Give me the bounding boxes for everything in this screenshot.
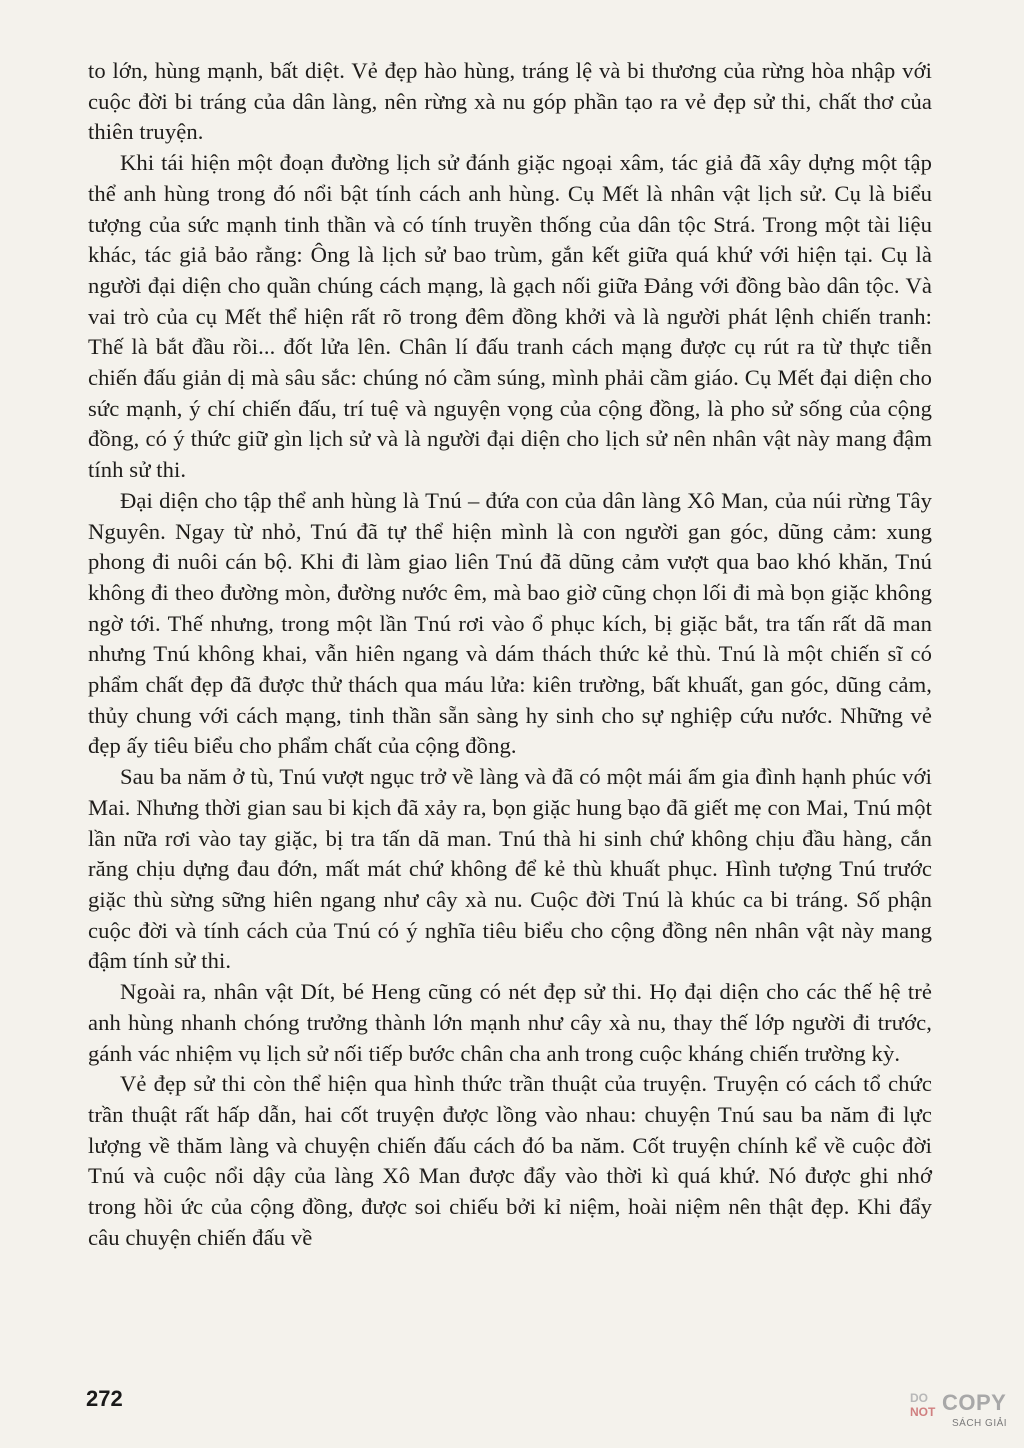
- watermark-copy: COPY: [942, 1390, 1007, 1415]
- paragraph: Đại diện cho tập thể anh hùng là Tnú – đứa con của dân làng Xô Man, của núi rừng Tây Nguyên. Ngay từ nhỏ, Tnú đã tự thể hiện mình là con người gan góc, dũng cảm: xung phong đi nuôi cán bộ. Khi đi làm giao liên Tnú đã dũng cảm vượt qua bao khó khăn, Tnú không đi theo đường mòn, đường nước êm, mà bao giờ cũng chọn lối đi mà bọn giặc không ngờ tới. Thế nhưng, trong một lần Tnú rơi vào ổ phục kích, bị giặc bắt, tra tấn rất dã man nhưng Tnú không khai, vẫn hiên ngang và dám thách thức kẻ thù. Tnú là một chiến sĩ có phẩm chất đẹp đã được thử thách qua máu lửa: kiên trường, bất khuất, gan góc, dũng cảm, thủy chung với cách mạng, tinh thần sẵn sàng hy sinh cho sự nghiệp cứu nước. Những vẻ đẹp ấy tiêu biểu cho phẩm chất của cộng đồng.: [88, 487, 932, 759]
- paragraph: Vẻ đẹp sử thi còn thể hiện qua hình thức trần thuật của truyện. Truyện có cách tổ chức trần thuật rất hấp dẫn, hai cốt truyện được lồng vào nhau: chuyện Tnú sau ba năm đi lực lượng về thăm làng và chuyện chiến đấu cách đó ba năm. Cốt truyện chính kể về cuộc đời Tnú và cuộc nổi dậy của làng Xô Man được đẩy vào thời kì quá khứ. Nó được ghi nhớ trong hồi ức của cộng đồng, được soi chiếu bởi kỉ niệm, hoài niệm nên thật đẹp. Khi đẩy câu chuyện chiến đấu về: [88, 1071, 932, 1250]
- paragraph: to lớn, hùng mạnh, bất diệt. Vẻ đẹp hào hùng, tráng lệ và bi thương của rừng hòa nhập với cuộc đời bi tráng của dân làng, nên rừng xà nu góp phần tạo ra vẻ đẹp sử thi, chất thơ của thiên truyện.: [88, 58, 932, 145]
- page-number: 272: [86, 1386, 123, 1411]
- paragraph: Khi tái hiện một đoạn đường lịch sử đánh giặc ngoại xâm, tác giả đã xây dựng một tập thể anh hùng trong đó nổi bật tính cách anh hùng. Cụ Mết là nhân vật lịch sử. Cụ là biểu tượng của sức mạnh tinh thần và có tính truyền thống của dân tộc Strá. Trong một tài liệu khác, tác giả bảo rằng: Ông là lịch sử bao trùm, gắn kết giữa quá khứ với hiện tại. Cụ là người đại diện cho quần chúng cách mạng, là gạch nối giữa Đảng với đồng bào dân tộc. Và vai trò của cụ Mết thể hiện rất rõ trong đêm đồng khởi và là người phát lệnh chiến tranh: Thế là bắt đầu rồi... đốt lửa lên. Chân lí đấu tranh cách mạng được cụ rút ra từ thực tiễn chiến đấu giản dị mà sâu sắc: chúng nó cầm súng, mình phải cầm giáo. Cụ Mết đại diện cho sức mạnh, ý chí chiến đấu, trí tuệ và nguyện vọng của cộng đồng, là pho sử sống của cộng đồng, có ý thức giữ gìn lịch sử và là người đại diện cho lịch sử nên nhân vật này mang đậm tính sử thi.: [88, 150, 932, 483]
- paragraph: Ngoài ra, nhân vật Dít, bé Heng cũng có nét đẹp sử thi. Họ đại diện cho các thế hệ trẻ anh hùng nhanh chóng trưởng thành lớn mạnh như cây xà nu, thay thế lớp người đi trước, gánh vác nhiệm vụ lịch sử nối tiếp bước chân cha anh trong cuộc kháng chiến trường kỳ.: [88, 979, 932, 1066]
- watermark-do: DO: [910, 1391, 928, 1405]
- watermark-logo: [906, 1388, 1016, 1442]
- page-body: [88, 56, 932, 1253]
- watermark-not: NOT: [910, 1405, 936, 1419]
- paragraph: Sau ba năm ở tù, Tnú vượt ngục trở về làng và đã có một mái ấm gia đình hạnh phúc với Mai. Nhưng thời gian sau bi kịch đã xảy ra, bọn giặc hung bạo đã giết mẹ con Mai, Tnú một lần nữa rơi vào tay giặc, bị tra tấn dã man. Tnú thà hi sinh chứ không chịu đầu hàng, cắn răng chịu dựng đau đớn, mất mát chứ không để kẻ thù khuất phục. Hình tượng Tnú trước giặc thù sừng sững hiên ngang như cây xà nu. Cuộc đời Tnú là khúc ca bi tráng. Số phận cuộc đời và tính cách của Tnú có ý nghĩa tiêu biểu cho cộng đồng nên nhân vật này mang đậm tính sử thi.: [88, 764, 932, 974]
- watermark-site: SÁCH GIẢI: [952, 1418, 1008, 1429]
